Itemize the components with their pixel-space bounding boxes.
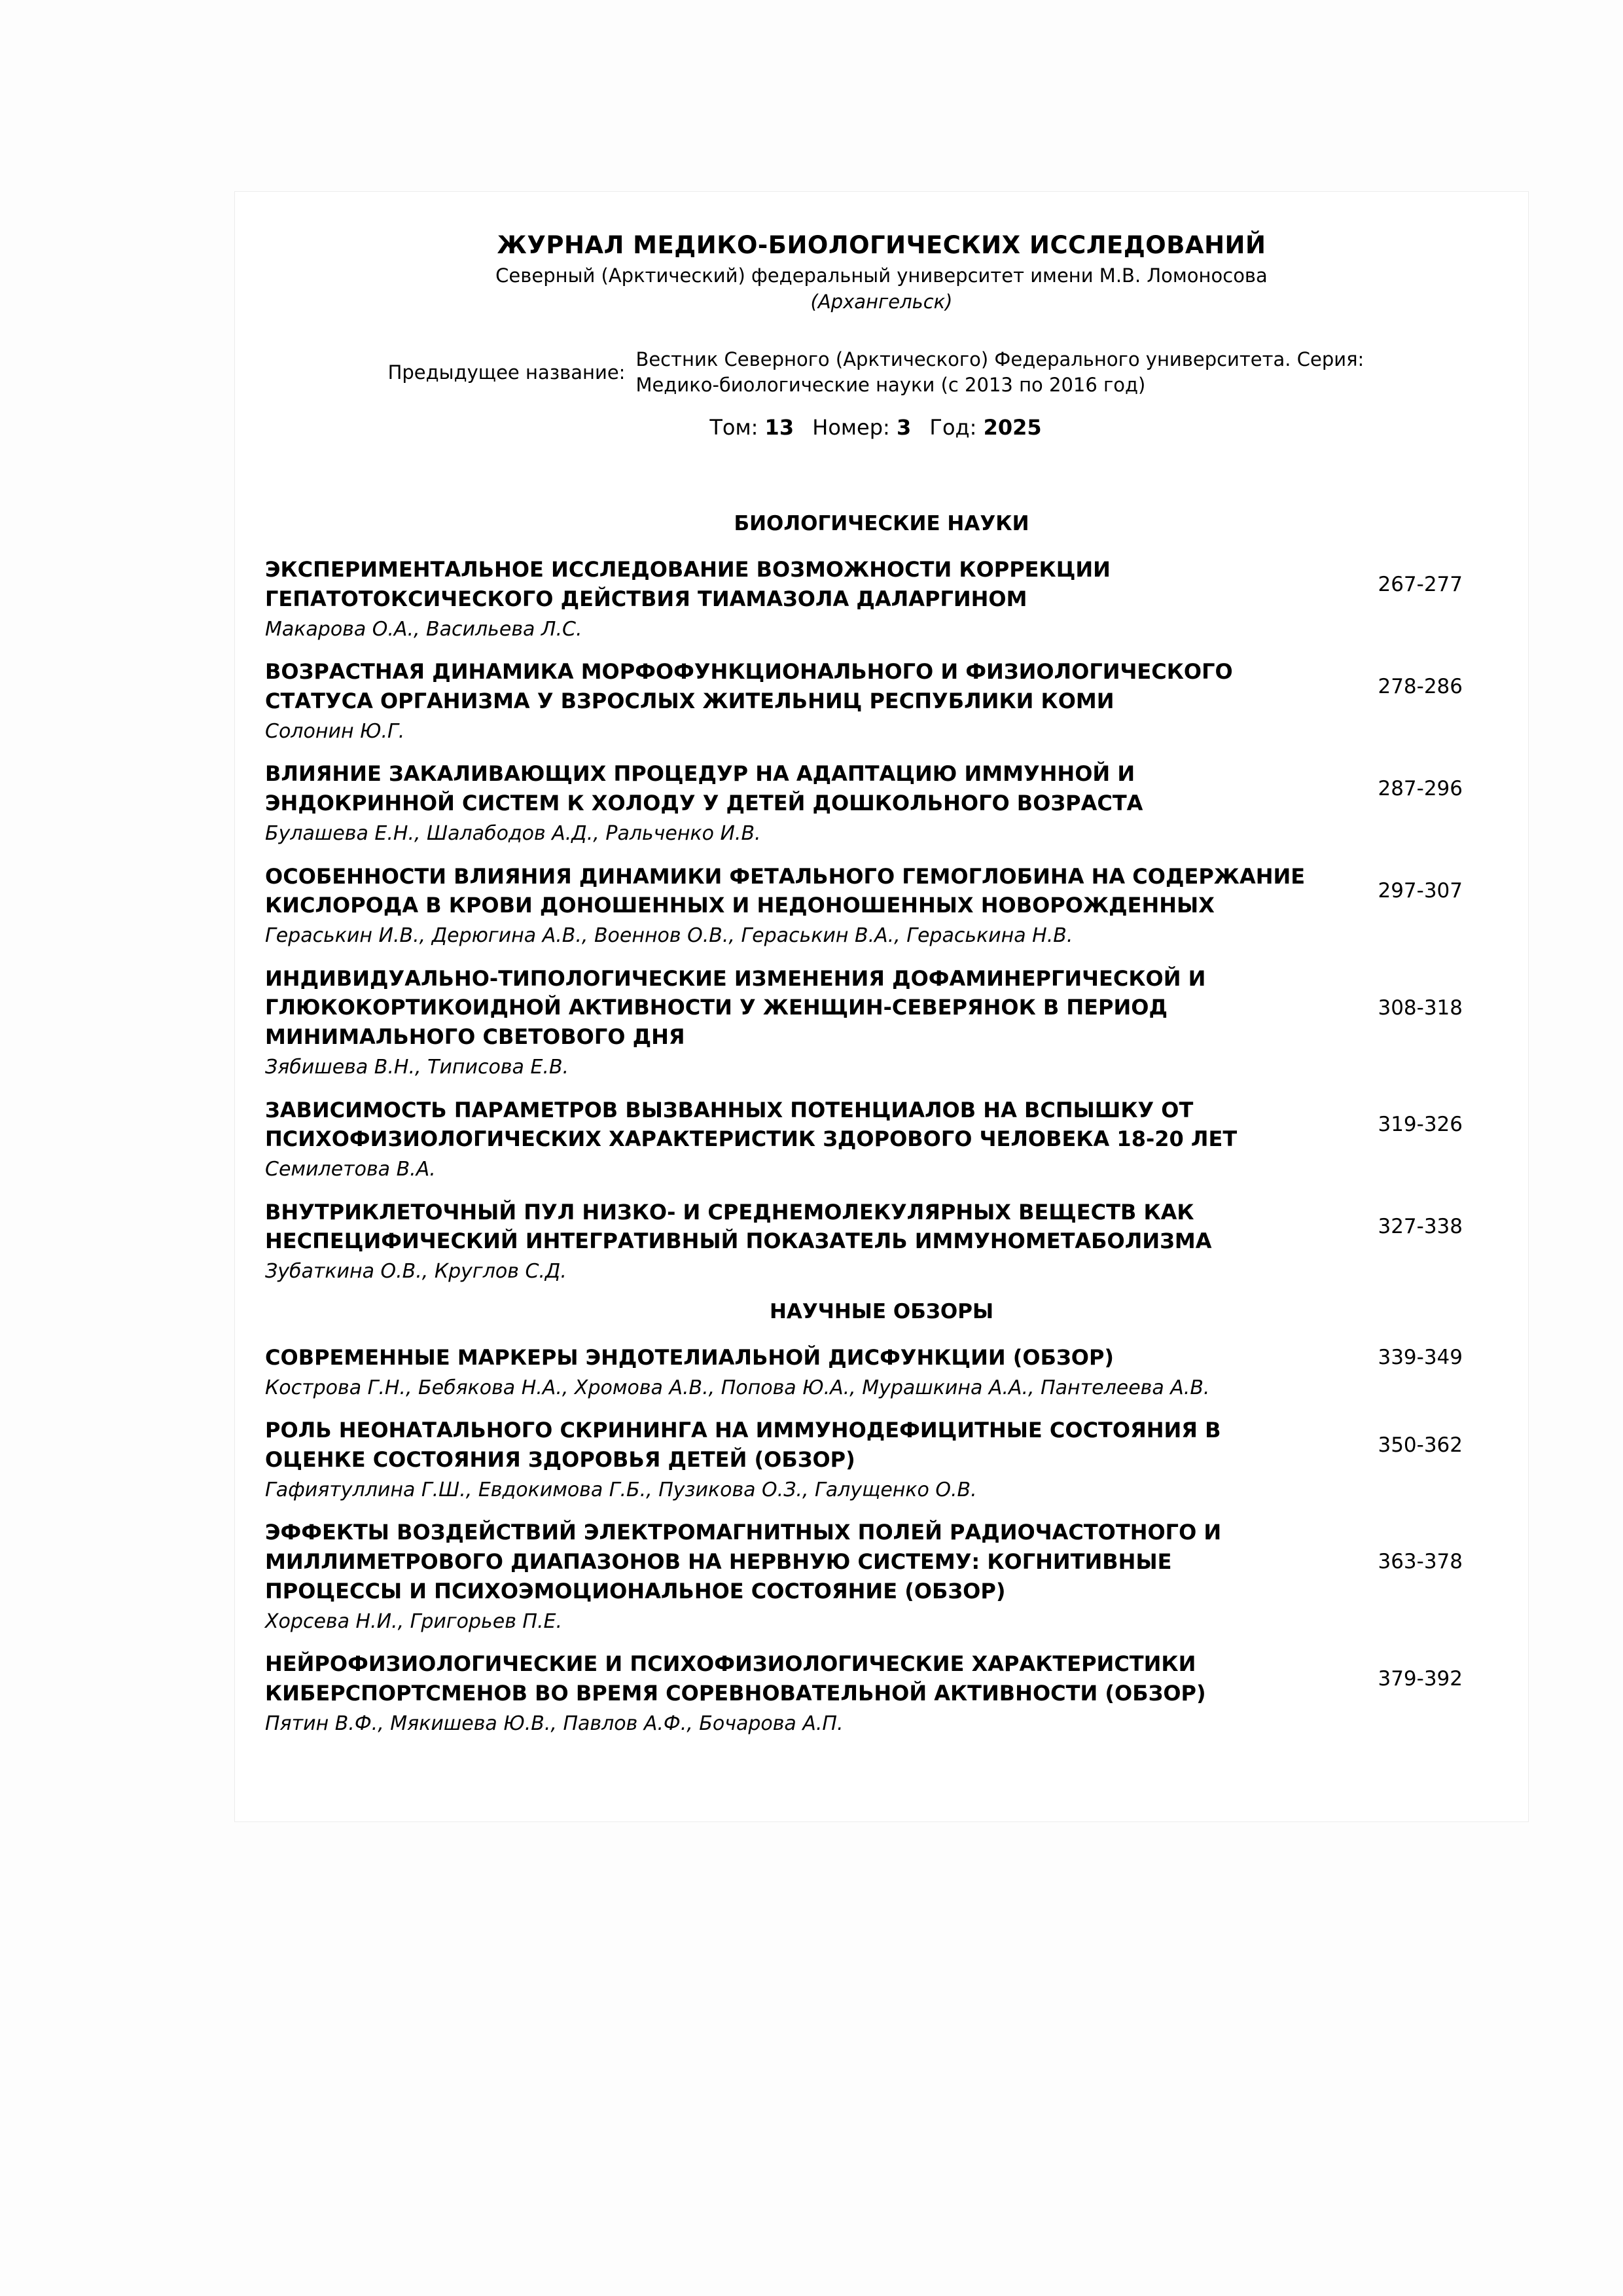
article-authors: Зубаткина О.В., Круглов С.Д. [265, 1260, 567, 1283]
article-row [265, 964, 1498, 1081]
article-title: ЭФФЕКТЫ ВОЗДЕЙСТВИЙ ЭЛЕКТРОМАГНИТНЫХ ПОЛЕЙ РАДИОЧАСТОТНОГО И МИЛЛИМЕТРОВОГО ДИАПАЗОНОВ НА НЕРВНУЮ СИСТЕМУ: КОГНИТИВНЫЕ ПРОЦЕССЫ И ПСИХОЭМОЦИОНАЛЬНОЕ СОСТОЯНИЕ (ОБЗОР) [265, 1520, 1222, 1604]
year-label: Год: [929, 415, 977, 440]
issue-info-line [235, 415, 1528, 440]
article-pages: 350-362 [1378, 1433, 1463, 1457]
previous-name-label: Предыдущее название: [387, 361, 626, 384]
article-authors: Пятин В.Ф., Мякишева Ю.В., Павлов А.Ф., Бочарова А.П. [265, 1712, 844, 1735]
section-heading-biological-sciences: БИОЛОГИЧЕСКИЕ НАУКИ [734, 512, 1029, 536]
article-pages: 287-296 [1378, 777, 1463, 801]
article-authors: Зябишева В.Н., Типисова Е.В. [265, 1056, 569, 1079]
volume-value: 13 [764, 415, 794, 440]
article-authors: Кострова Г.Н., Бебякова Н.А., Хромова А.В., Попова Ю.А., Мурашкина А.А., Пантелеева А.В. [265, 1376, 1210, 1399]
article-authors: Солонин Ю.Г. [265, 719, 405, 743]
article-row [265, 1198, 1498, 1285]
number-value: 3 [896, 415, 912, 440]
article-title: РОЛЬ НЕОНАТАЛЬНОГО СКРИНИНГА НА ИММУНОДЕФИЦИТНЫЕ СОСТОЯНИЯ В ОЦЕНКЕ СОСТОЯНИЯ ЗДОРОВЬЯ ДЕТЕЙ (ОБЗОР) [265, 1418, 1221, 1472]
city-name: (Архангельск) [810, 291, 953, 313]
article-title: НЕЙРОФИЗИОЛОГИЧЕСКИЕ И ПСИХОФИЗИОЛОГИЧЕСКИЕ ХАРАКТЕРИСТИКИ КИБЕРСПОРТСМЕНОВ ВО ВРЕМЯ СОРЕВНОВАТЕЛЬНОЙ АКТИВНОСТИ (ОБЗОР) [265, 1651, 1206, 1706]
article-authors: Хорсева Н.И., Григорьев П.Е. [265, 1609, 562, 1633]
article-title: ОСОБЕННОСТИ ВЛИЯНИЯ ДИНАМИКИ ФЕТАЛЬНОГО ГЕМОГЛОБИНА НА СОДЕРЖАНИЕ КИСЛОРОДА В КРОВИ ДОНОШЕННЫХ И НЕДОНОШЕННЫХ НОВОРОЖДЕННЫХ [265, 863, 1306, 918]
journal-contents-page [234, 191, 1529, 1822]
article-authors: Семилетова В.А. [265, 1158, 436, 1181]
article-title: ВЛИЯНИЕ ЗАКАЛИВАЮЩИХ ПРОЦЕДУР НА АДАПТАЦИЮ ИММУННОЙ И ЭНДОКРИННОЙ СИСТЕМ К ХОЛОДУ У ДЕТЕЙ ДОШКОЛЬНОГО ВОЗРАСТА [265, 761, 1143, 816]
article-row [265, 1416, 1498, 1503]
number-label: Номер: [812, 415, 890, 440]
article-pages: 297-307 [1378, 879, 1463, 903]
article-row [265, 657, 1498, 745]
article-title: ВНУТРИКЛЕТОЧНЫЙ ПУЛ НИЗКО- И СРЕДНЕМОЛЕКУЛЯРНЫХ ВЕЩЕСТВ КАК НЕСПЕЦИФИЧЕСКИЙ ИНТЕГРАТИВНЫЙ ПОКАЗАТЕЛЬ ИММУНОМЕТАБОЛИЗМА [265, 1199, 1212, 1254]
article-authors: Гераськин И.В., Дерюгина А.В., Военнов О.В., Гераськин В.А., Гераськина Н.В. [265, 924, 1073, 948]
article-pages: 278-286 [1378, 675, 1463, 699]
university-name: Северный (Арктический) федеральный университет имени М.В. Ломоносова [495, 264, 1268, 287]
article-row [265, 1096, 1498, 1183]
article-title: СОВРЕМЕННЫЕ МАРКЕРЫ ЭНДОТЕЛИАЛЬНОЙ ДИСФУНКЦИИ (ОБЗОР) [265, 1344, 1115, 1370]
article-row [265, 1518, 1498, 1635]
previous-name-value: Вестник Северного (Арктического) Федерального университета. Серия: Медико-биологические науки (с 2013 по 2016 год) [635, 348, 1364, 397]
article-pages: 267-277 [1378, 573, 1463, 597]
year-value: 2025 [983, 415, 1042, 440]
article-row [265, 862, 1498, 950]
article-authors: Гафиятуллина Г.Ш., Евдокимова Г.Б., Пузикова О.З., Галущенко О.В. [265, 1478, 977, 1501]
article-title: ИНДИВИДУАЛЬНО-ТИПОЛОГИЧЕСКИЕ ИЗМЕНЕНИЯ ДОФАМИНЕРГИЧЕСКОЙ И ГЛЮКОКОРТИКОИДНОЙ АКТИВНОСТИ У ЖЕНЩИН-СЕВЕРЯНОК В ПЕРИОД МИНИМАЛЬНОГО СВЕТОВОГО ДНЯ [265, 965, 1206, 1050]
article-authors: Макарова О.А., Васильева Л.С. [265, 617, 582, 641]
article-row [265, 1343, 1498, 1401]
article-pages: 339-349 [1378, 1346, 1463, 1370]
article-title: ЗАВИСИМОСТЬ ПАРАМЕТРОВ ВЫЗВАННЫХ ПОТЕНЦИАЛОВ НА ВСПЫШКУ ОТ ПСИХОФИЗИОЛОГИЧЕСКИХ ХАРАКТЕРИСТИК ЗДОРОВОГО ЧЕЛОВЕКА 18-20 ЛЕТ [265, 1097, 1238, 1152]
article-pages: 327-338 [1378, 1215, 1463, 1239]
volume-label: Том: [709, 415, 758, 440]
journal-title: ЖУРНАЛ МЕДИКО-БИОЛОГИЧЕСКИХ ИССЛЕДОВАНИЙ [497, 231, 1266, 259]
article-pages: 363-378 [1378, 1550, 1463, 1574]
article-title: ЭКСПЕРИМЕНТАЛЬНОЕ ИССЛЕДОВАНИЕ ВОЗМОЖНОСТИ КОРРЕКЦИИ ГЕПАТОТОКСИЧЕСКОГО ДЕЙСТВИЯ ТИАМАЗОЛА ДАЛАРГИНОМ [265, 557, 1111, 612]
article-authors: Булашева Е.Н., Шалабодов А.Д., Ральченко И.В. [265, 822, 761, 846]
article-title: ВОЗРАСТНАЯ ДИНАМИКА МОРФОФУНКЦИОНАЛЬНОГО И ФИЗИОЛОГИЧЕСКОГО СТАТУСА ОРГАНИЗМА У ВЗРОСЛЫХ ЖИТЕЛЬНИЦ РЕСПУБЛИКИ КОМИ [265, 659, 1233, 714]
article-pages: 308-318 [1378, 996, 1463, 1020]
table-of-contents [265, 512, 1498, 1737]
article-pages: 319-326 [1378, 1113, 1463, 1137]
article-pages: 379-392 [1378, 1666, 1463, 1691]
section-heading-scientific-reviews: НАУЧНЫЕ ОБЗОРЫ [769, 1299, 994, 1323]
previous-name-row [235, 347, 1528, 398]
article-row [265, 759, 1498, 847]
article-row [265, 1649, 1498, 1737]
article-row [265, 555, 1498, 643]
